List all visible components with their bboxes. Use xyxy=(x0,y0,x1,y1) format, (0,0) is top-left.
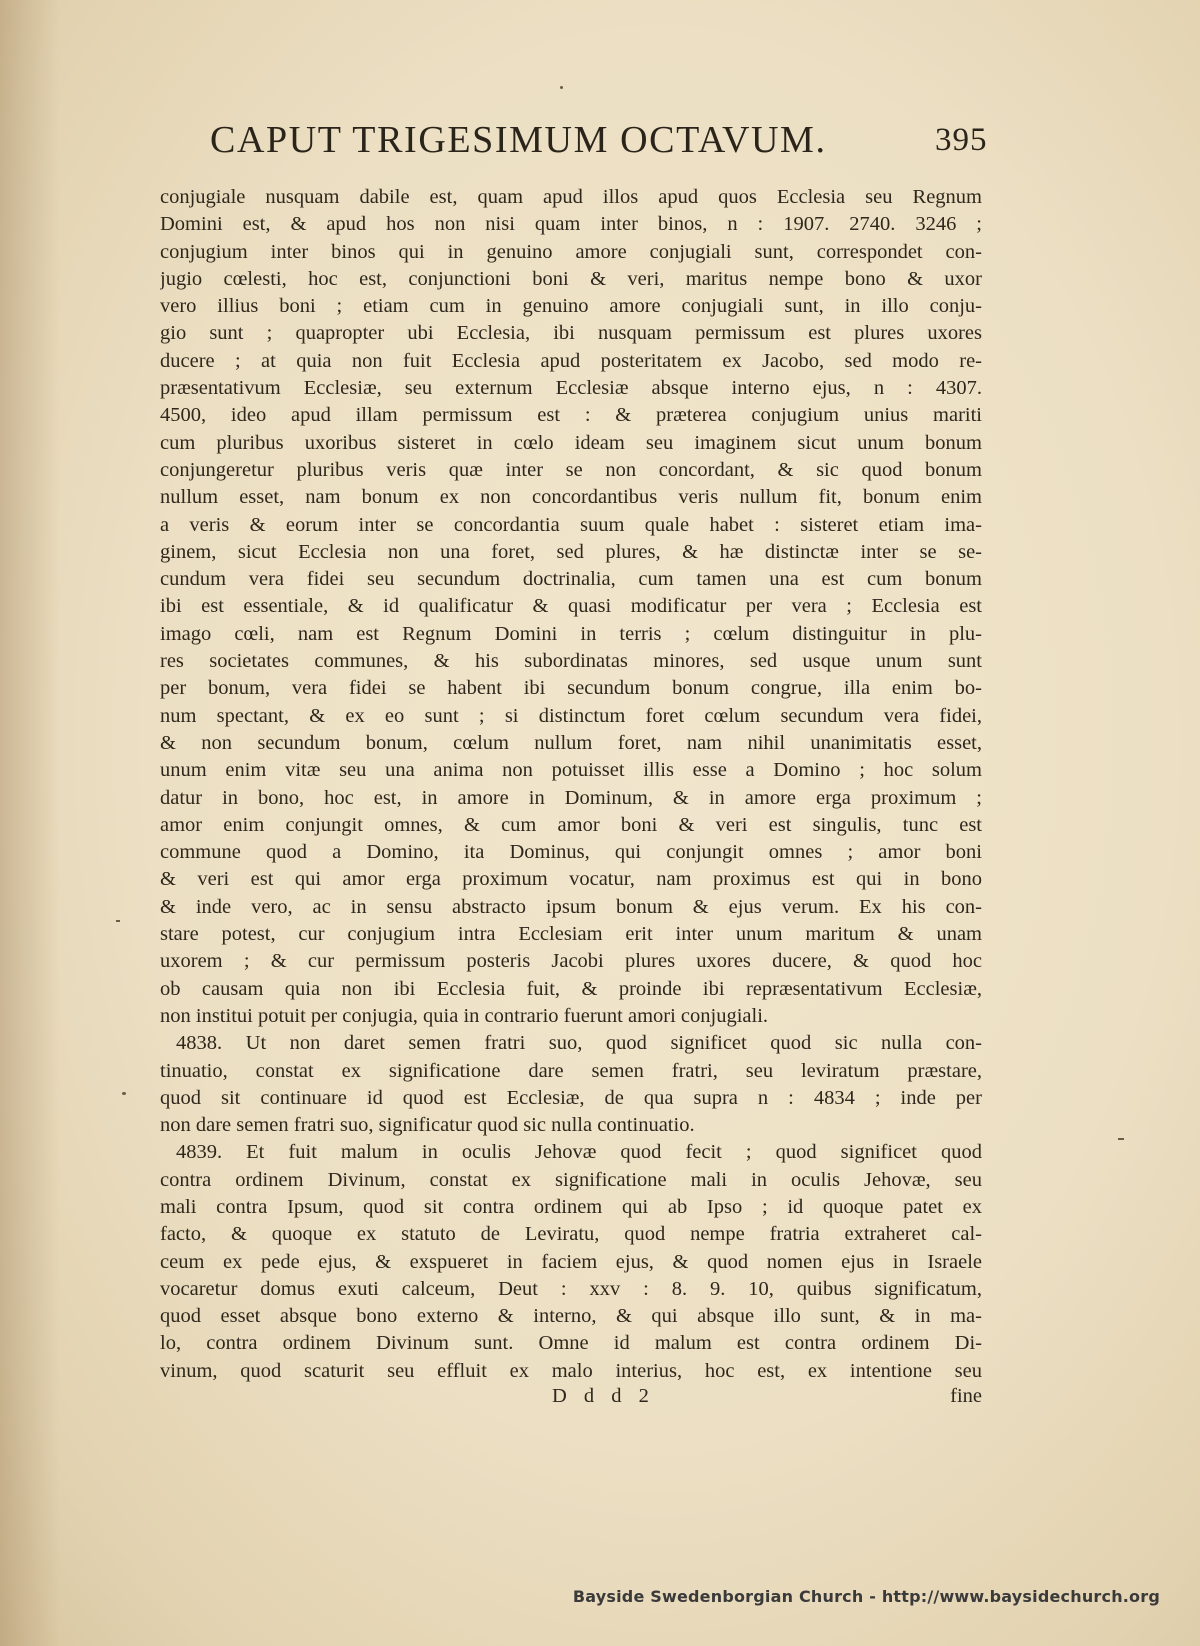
text-line: conjugiale nusquam dabile est, quam apud illos apud quos Ecclesia seu Regnum xyxy=(160,186,982,208)
paragraph-start-4838: 4838. Ut non daret semen fratri suo, quod significet quod sic nulla con- xyxy=(176,1032,982,1055)
text-line: quod sit continuare id quod est Ecclesiæ, de qua supra n : 4834 ; inde per xyxy=(160,1086,982,1109)
text-line: per bonum, vera fidei se habent ibi secundum bonum congrue, illa enim bo- xyxy=(160,677,982,700)
text-line: cundum vera fidei seu secundum doctrinalia, cum tamen una est cum bonum xyxy=(160,568,982,591)
text-line: lo, contra ordinem Divinum sunt. Omne id malum est contra ordinem Di- xyxy=(160,1332,982,1355)
paragraph-start-4839: 4839. Et fuit malum in oculis Jehovæ quod fecit ; quod significet quod xyxy=(176,1141,982,1164)
text-line: & non secundum bonum, cœlum nullum foret, nam nihil unanimitatis esset, xyxy=(160,731,982,754)
text-line: num spectant, & ex eo sunt ; si distinctum foret cœlum secundum vera fidei, xyxy=(160,704,982,727)
text-line: non dare semen fratri suo, significatur quod sic nulla continuatio. xyxy=(160,1114,695,1137)
text-line: res societates communes, & his subordinatas minores, sed usque unum sunt xyxy=(160,650,982,673)
text-line: ginem, sicut Ecclesia non una foret, sed plures, & hæ distinctæ inter se se- xyxy=(160,540,982,563)
text-line: tinuatio, constat ex significatione dare semen fratri, seu leviratum præstare, xyxy=(160,1059,982,1082)
text-line: vinum, quod scaturit seu effluit ex malo interius, hoc est, ex intentione seu xyxy=(160,1359,982,1382)
text-line: conjugium inter binos qui in genuino amore conjugiali sunt, correspondet con- xyxy=(160,240,982,263)
text-line: mali contra Ipsum, quod sit contra ordinem qui ab Ipso ; id quoque patet ex xyxy=(160,1195,982,1218)
text-line: commune quod a Domino, ita Dominus, qui conjungit omnes ; amor boni xyxy=(160,841,982,864)
text-line: stare potest, cur conjugium intra Ecclesiam erit inter unum maritum & unam xyxy=(160,923,982,946)
text-line: datur in bono, hoc est, in amore in Dominum, & in amore erga proximum ; xyxy=(160,786,982,809)
text-line: ceum ex pede ejus, & exspueret in faciem ejus, & quod nomen ejus in Israele xyxy=(160,1250,982,1273)
text-line: & inde vero, ac in sensu abstracto ipsum bonum & ejus verum. Ex his con- xyxy=(160,895,982,918)
text-line: 4500, ideo apud illam permissum est : & præterea conjugium unius mariti xyxy=(160,404,982,427)
chapter-title: CAPUT TRIGESIMUM OCTAVUM. xyxy=(210,119,827,161)
text-line: amor enim conjungit omnes, & cum amor boni & veri est singulis, tunc est xyxy=(160,813,982,836)
text-line: ducere ; at quia non fuit Ecclesia apud posteritatem ex Jacobo, sed modo re- xyxy=(160,349,982,372)
watermark-credit: Bayside Swedenborgian Church - http://www.baysidechurch.org xyxy=(572,1587,1160,1606)
text-line: uxorem ; & cur permissum posteris Jacobi plures uxores ducere, & quod hoc xyxy=(160,950,982,973)
paper-speck xyxy=(122,1092,126,1095)
text-line: jugio cœlesti, hoc est, conjunctioni boni & veri, maritus nempe bono & uxor xyxy=(160,267,982,290)
text-line: non institui potuit per conjugia, quia in contrario fuerunt amori conjugiali. xyxy=(160,1004,769,1027)
text-line: facto, & quoque ex statuto de Leviratu, quod nempe fratria extraheret cal- xyxy=(160,1223,982,1246)
paper-speck xyxy=(1118,1138,1124,1140)
text-line: gio sunt ; quapropter ubi Ecclesia, ibi nusquam permissum est plures uxores xyxy=(160,322,982,345)
paper-speck xyxy=(116,920,120,922)
text-line: & veri est qui amor erga proximum vocatur, nam proximus est qui in bono xyxy=(160,868,982,891)
text-line: vero illius boni ; etiam cum in genuino amore conjugiali sunt, in illo conju- xyxy=(160,295,982,318)
text-line: contra ordinem Divinum, constat ex significatione mali in oculis Jehovæ, seu xyxy=(160,1168,982,1191)
text-line: ob causam quia non ibi Ecclesia fuit, & proinde ibi repræsentativum Ecclesiæ, xyxy=(160,977,982,1000)
paper-speck xyxy=(560,86,563,89)
text-line: nullum esset, nam bonum ex non concordantibus veris nullum fit, bonum enim xyxy=(160,486,982,509)
text-line: ibi est essentiale, & id qualificatur & quasi modificatur per vera ; Ecclesia est xyxy=(160,595,982,618)
running-head xyxy=(210,118,1010,174)
body-text xyxy=(160,184,982,1412)
signature-mark: D d d 2 xyxy=(552,1385,655,1408)
text-line: conjungeretur pluribus veris quæ inter se non concordant, & sic quod bonum xyxy=(160,458,982,481)
text-line: a veris & eorum inter se concordantia suum quale habet : sisteret etiam ima- xyxy=(160,513,982,536)
text-line: Domini est, & apud hos non nisi quam inter binos, n : 1907. 2740. 3246 ; xyxy=(160,213,982,236)
catchword: fine xyxy=(950,1385,982,1408)
text-line: præsentativum Ecclesiæ, seu externum Ecclesiæ absque interno ejus, n : 4307. xyxy=(160,377,982,400)
text-line: vocaretur domus exuti calceum, Deut : xxv : 8. 9. 10, quibus significatum, xyxy=(160,1277,982,1300)
text-line: imago cœli, nam est Regnum Domini in terris ; cœlum distinguitur in plu- xyxy=(160,622,982,645)
text-line: cum pluribus uxoribus sisteret in cœlo ideam seu imaginem sicut unum bonum xyxy=(160,431,982,454)
page-number: 395 xyxy=(935,122,988,158)
text-line: quod esset absque bono externo & interno, & qui absque illo sunt, & in ma- xyxy=(160,1305,982,1328)
text-line: unum enim vitæ seu una anima non potuisset illis esse a Domino ; hoc solum xyxy=(160,759,982,782)
page-footer xyxy=(160,1385,982,1412)
